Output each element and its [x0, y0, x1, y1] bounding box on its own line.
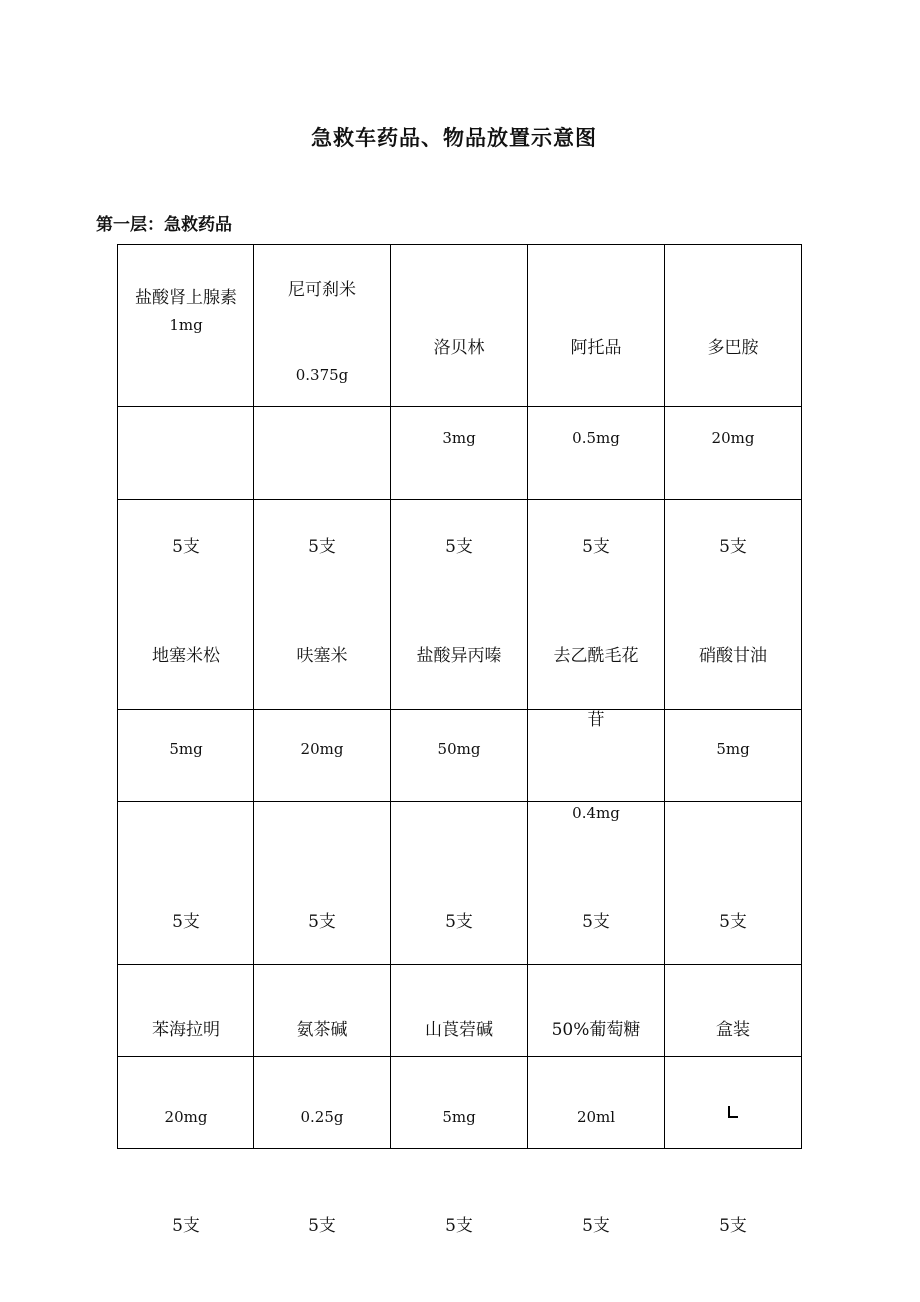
- table-row-divider: [117, 964, 802, 965]
- drug-quantity: 5支: [172, 1216, 200, 1236]
- drug-name-continued: 苷: [587, 710, 605, 730]
- drug-dose: 0.5mg: [572, 429, 620, 447]
- document-title: 急救车药品、物品放置示意图: [311, 126, 597, 150]
- drug-name: 尼可刹米: [288, 280, 356, 300]
- drug-dose: 20ml: [576, 1108, 616, 1126]
- drug-dose: 1mg: [169, 316, 203, 334]
- drug-name: 地塞米松: [152, 646, 220, 666]
- drug-quantity: 5支: [719, 1216, 747, 1236]
- drug-dose: 0.4mg: [572, 804, 620, 822]
- drug-name: 去乙酰毛花: [553, 646, 639, 666]
- table-row-divider: [117, 801, 802, 802]
- drug-name: 苯海拉明: [152, 1020, 220, 1040]
- drug-name: 氨茶碱: [296, 1020, 348, 1040]
- drug-quantity: 5支: [582, 1216, 610, 1236]
- drug-quantity: 5支: [719, 912, 747, 932]
- drug-table: [117, 244, 802, 1149]
- drug-quantity: 5支: [172, 912, 200, 932]
- drug-dose: 5mg: [716, 740, 750, 758]
- drug-quantity: 5支: [172, 537, 200, 557]
- corner-mark: [728, 1106, 738, 1118]
- drug-name: 盐酸异丙嗪: [416, 646, 502, 666]
- table-column-divider: [527, 244, 528, 1149]
- drug-quantity: 5支: [582, 912, 610, 932]
- drug-dose: 3mg: [442, 429, 476, 447]
- table-column-divider: [664, 244, 665, 1149]
- drug-name: 山莨菪碱: [425, 1020, 493, 1040]
- drug-dose: 20mg: [164, 1108, 208, 1126]
- drug-dose: 20mg: [711, 429, 755, 447]
- drug-name: 盐酸肾上腺素: [135, 288, 237, 308]
- drug-quantity: 5支: [719, 537, 747, 557]
- drug-name: 阿托品: [570, 338, 622, 358]
- drug-name: 洛贝林: [433, 338, 485, 358]
- drug-dose: 0.25g: [300, 1108, 344, 1126]
- table-row-divider: [117, 499, 802, 500]
- drug-quantity: 5支: [445, 912, 473, 932]
- drug-dose: 5mg: [442, 1108, 476, 1126]
- table-row-divider: [117, 709, 802, 710]
- table-row-divider: [117, 1148, 802, 1149]
- table-row-divider: [117, 1056, 802, 1057]
- section-heading: 第一层：急救药品: [96, 215, 232, 235]
- drug-quantity: 5支: [445, 1216, 473, 1236]
- drug-name: 硝酸甘油: [699, 646, 767, 666]
- drug-dose: 50mg: [437, 740, 481, 758]
- table-row-divider: [117, 406, 802, 407]
- drug-name: 50%葡萄糖: [551, 1020, 641, 1040]
- drug-name: 呋塞米: [296, 646, 348, 666]
- table-column-divider: [801, 244, 802, 1149]
- drug-quantity: 5支: [582, 537, 610, 557]
- drug-dose: 20mg: [300, 740, 344, 758]
- drug-dose: 0.375g: [295, 366, 349, 384]
- drug-name: 盒装: [716, 1020, 750, 1040]
- drug-name: 多巴胺: [707, 338, 759, 358]
- drug-quantity: 5支: [445, 537, 473, 557]
- drug-quantity: 5支: [308, 912, 336, 932]
- table-column-divider: [390, 244, 391, 1149]
- drug-quantity: 5支: [308, 537, 336, 557]
- drug-dose: 5mg: [169, 740, 203, 758]
- drug-quantity: 5支: [308, 1216, 336, 1236]
